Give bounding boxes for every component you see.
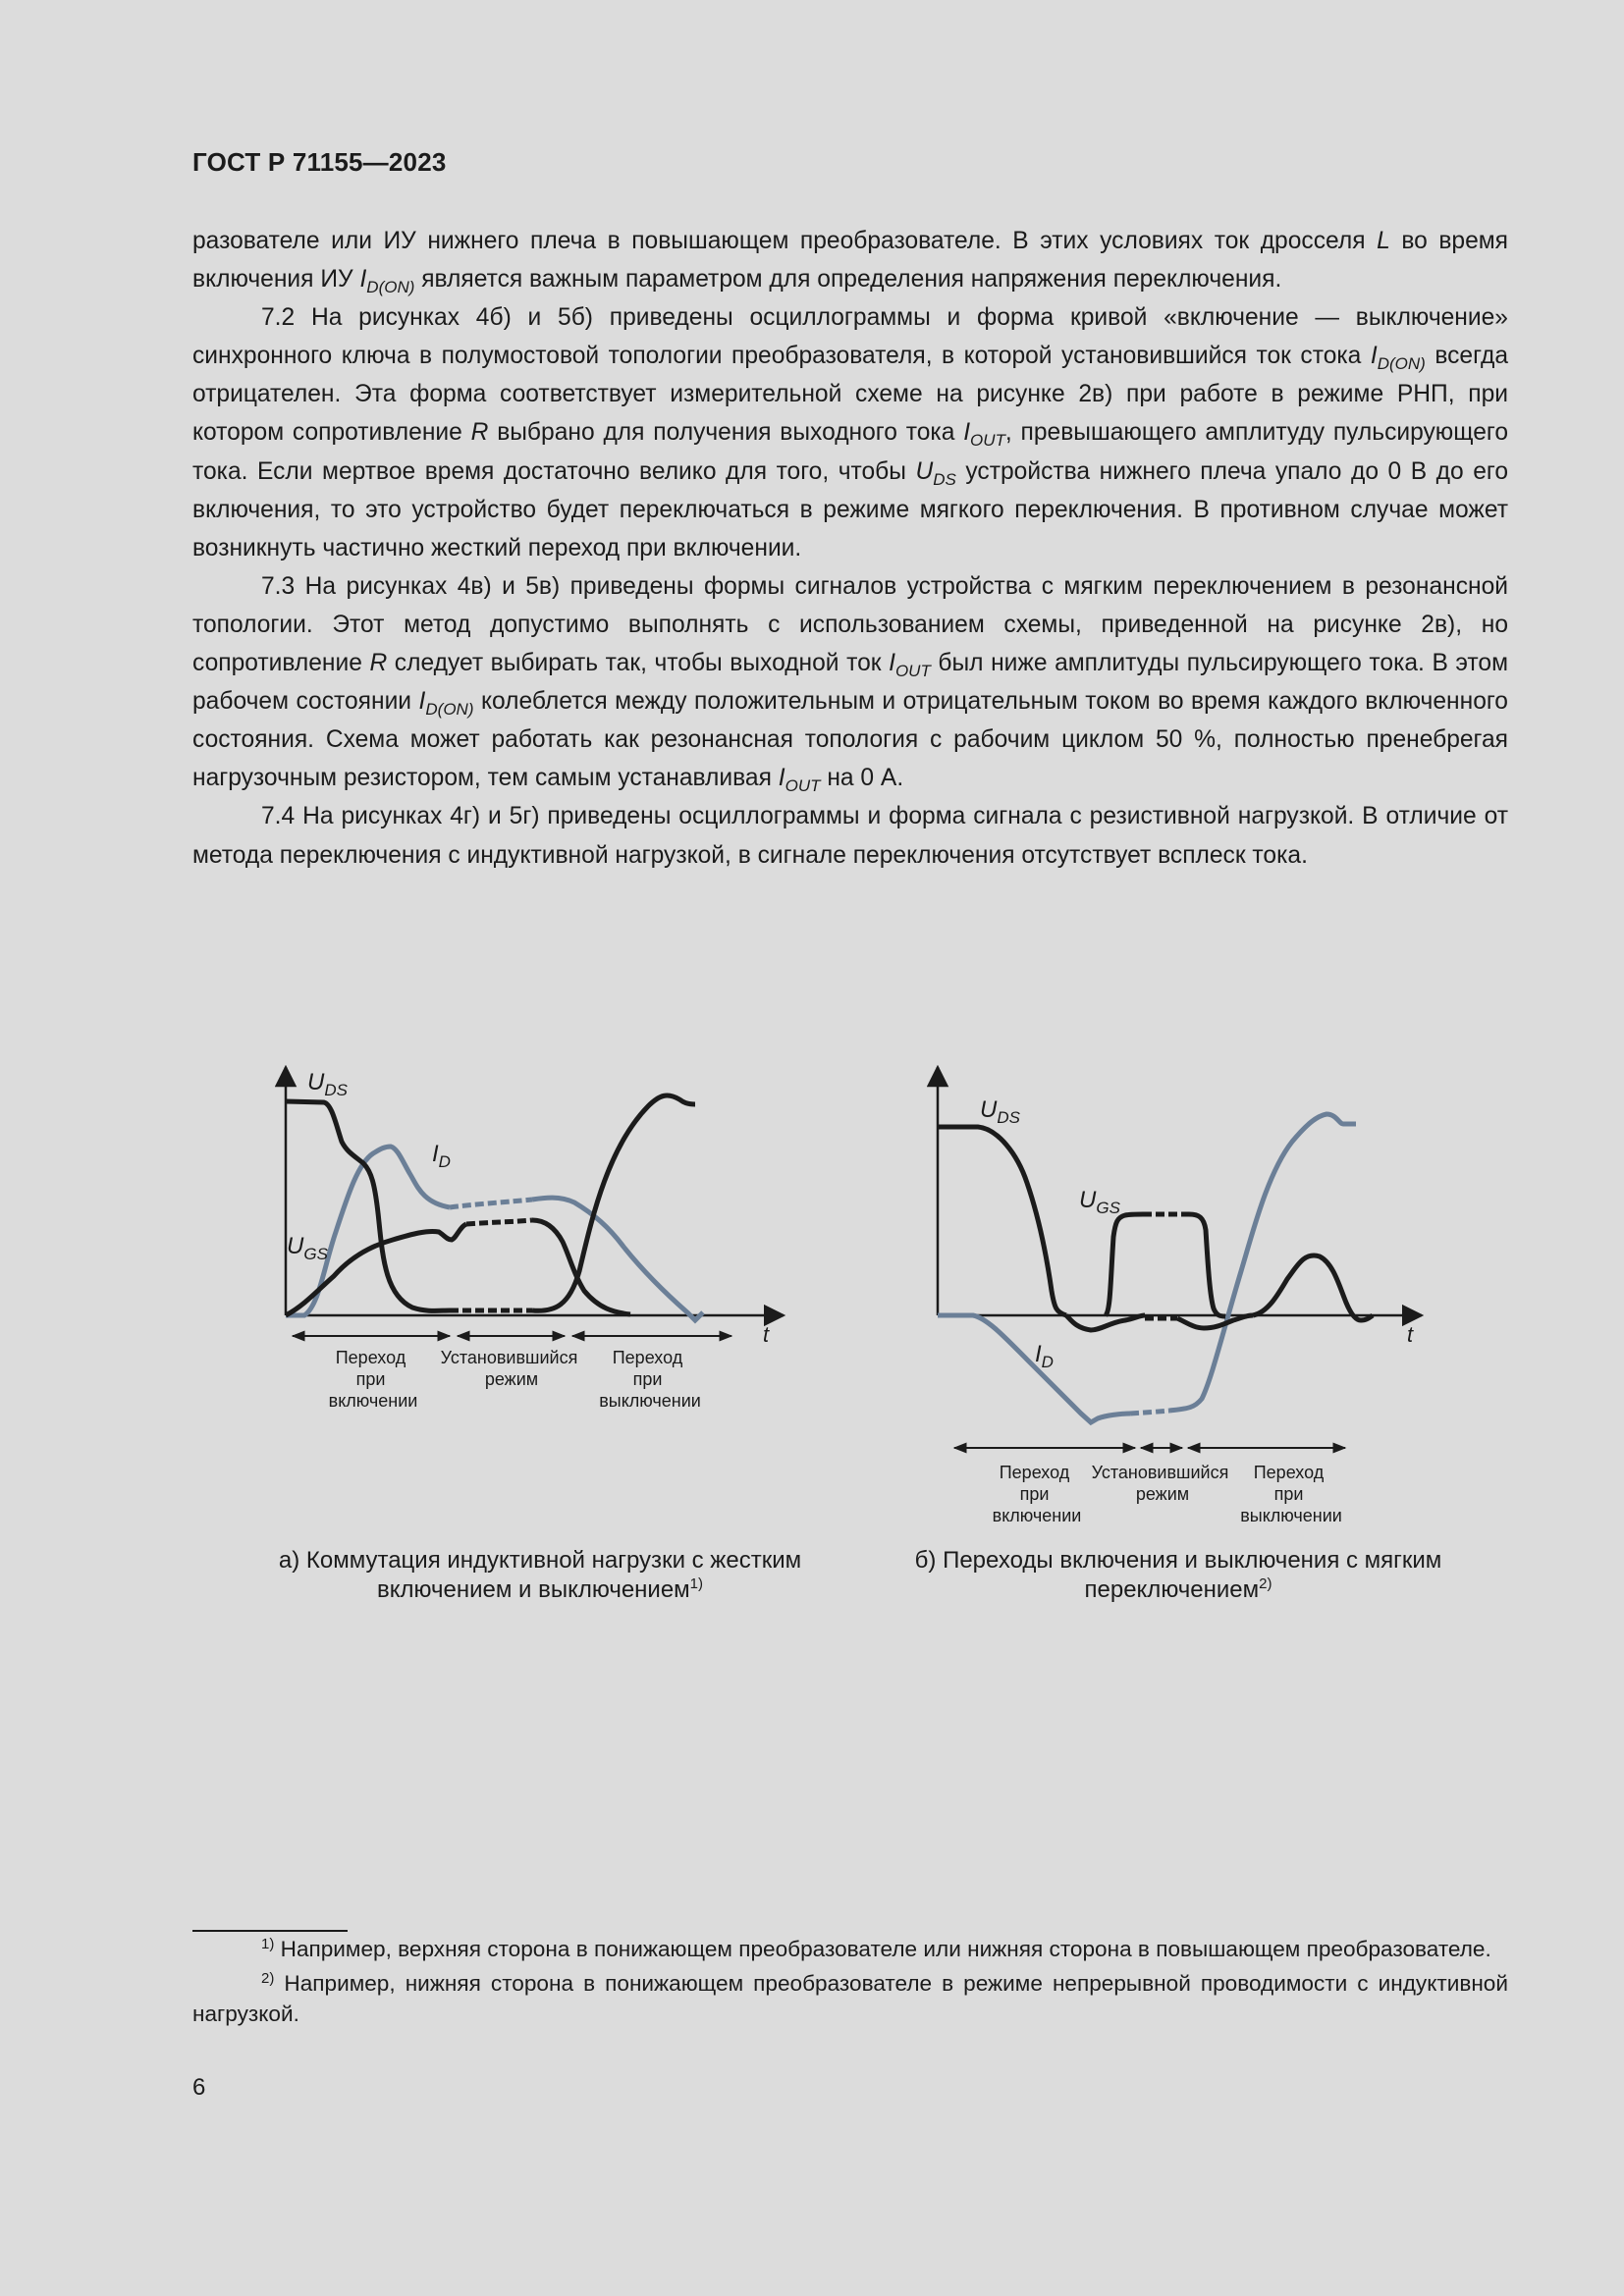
figure-b-ugs-pulse-end — [1189, 1214, 1225, 1316]
body-text — [192, 222, 1508, 875]
figure-b-uds-label: $U_{DS}$ — [980, 1096, 1020, 1127]
figure-a-uds-label: $U_{DS}$ — [307, 1069, 348, 1099]
figure-b-id-dashed — [1130, 1411, 1169, 1414]
paragraph-7-2: 7.2 На рисунках 4б) и 5б) приведены осциллограммы и форма кривой «включение — выключение» синхронного ключа в полумостовой топологии преобразователя, в которой установившийся ток стока $I_{D(ON)}$ всегда отрицателен. Эта форма соответствует измерительной схеме на рисунке 2в) при работе в режиме РНП, при котором сопротивление R выбрано для получения выходного тока $I_{OUT}$, превышающего амплитуду пульсирующего тока. Если мертвое время достаточно велико для того, чтобы $U_{DS}$ устройства нижнего плеча упало до 0 В до его включения, то это устройство будет переключаться в режиме мягкого переключения. В противном случае может возникнуть частично жесткий переход при включении. — [192, 304, 1509, 561]
figure-a-plot — [275, 1055, 805, 1428]
figure-b — [929, 1055, 1459, 1536]
footnote-2: $^{2)}$ Например, нижняя сторона в понижающем преобразователе в режиме непрерывной проводимости с индуктивной нагрузкой. — [192, 1970, 1508, 2026]
figure-a-id-dashed — [450, 1200, 532, 1207]
figure-b-ugs-label: $U_{GS}$ — [1079, 1187, 1120, 1217]
footnote-separator — [192, 1930, 348, 1932]
figure-a-id-label: $I_D$ — [432, 1141, 451, 1171]
figure-b-caption: б) Переходы включения и выключения с мягким переключением$^{2)}$ — [914, 1547, 1442, 1603]
figure-b-uds-bump — [1253, 1255, 1373, 1320]
paragraph-7-4: 7.4 На рисунках 4г) и 5г) приведены осциллограммы и форма сигнала с резистивной нагрузкой. В отличие от метода переключения с индуктивной нагрузкой, в сигнале переключения отсутствует всплеск тока. — [192, 803, 1508, 869]
figure-a-id-off — [532, 1198, 703, 1320]
figure-b-phase-on-label: Переход при включении — [992, 1463, 1082, 1525]
figure-b-t-label: t — [1407, 1322, 1414, 1347]
figure-a-uds-off — [532, 1095, 695, 1310]
figure-a-ugs-dashed — [466, 1220, 532, 1224]
figure-a — [275, 1055, 805, 1428]
footnote-1: $^{1)}$ Например, верхняя сторона в понижающем преобразователе или нижняя сторона в повышающем преобразователе. — [261, 1936, 1491, 1961]
figure-b-phase-steady-label: Установившийся режим — [1091, 1463, 1229, 1504]
figure-b-id-label: $I_D$ — [1035, 1341, 1054, 1371]
figure-b-ugs-pulse — [1106, 1214, 1143, 1315]
paragraph-continuation: разователе или ИУ нижнего плеча в повышающем преобразователе. В этих условиях ток дросселя L во время включения ИУ $I_{D(ON)}$ является важным параметром для определения напряжения переключения. — [192, 228, 1509, 297]
figure-a-caption: а) Коммутация индуктивной нагрузки с жестким включением и выключением$^{1)}$ — [278, 1547, 802, 1603]
figure-b-plot — [929, 1055, 1459, 1536]
figure-a-t-label: t — [763, 1322, 770, 1347]
figure-b-id-curve — [938, 1315, 1130, 1422]
figure-a-phase-on-label: Переход при включении — [328, 1348, 418, 1411]
footnotes — [192, 1934, 1508, 2033]
document-header: ГОСТ Р 71155—2023 — [192, 147, 447, 177]
figure-a-phase-steady-label: Установившийся режим — [440, 1348, 578, 1389]
figure-b-phase-off-label: Переход при выключении — [1240, 1463, 1342, 1525]
paragraph-7-3: 7.3 На рисунках 4в) и 5в) приведены формы сигналов устройства с мягким переключением в резонансной топологии. Этот метод допустимо выполнять с использованием схемы, приведенной на рисунке 2в), но сопротивление R следует выбирать так, чтобы выходной ток $I_{OUT}$ был ниже амплитуды пульсирующего тока. В этом рабочем состоянии $I_{D(ON)}$ колеблется между положительным и отрицательным током во время каждого включенного состояния. Схема может работать как резонансная топология с рабочим циклом 50 %, полностью пренебрегая нагрузочным резистором, тем самым устанавливая $I_{OUT}$ на 0 А. — [192, 572, 1509, 796]
page-number: 6 — [192, 2074, 206, 2101]
figure-a-uds-curve — [286, 1101, 450, 1310]
figure-a-ugs-label: $U_{GS}$ — [287, 1233, 328, 1263]
figure-b-uds-curve — [938, 1127, 1066, 1315]
figure-a-phase-off-label: Переход при выключении — [599, 1348, 701, 1411]
figure-b-ugs-main — [1066, 1315, 1145, 1330]
figure-b-ugs-low-tail — [1177, 1315, 1253, 1328]
